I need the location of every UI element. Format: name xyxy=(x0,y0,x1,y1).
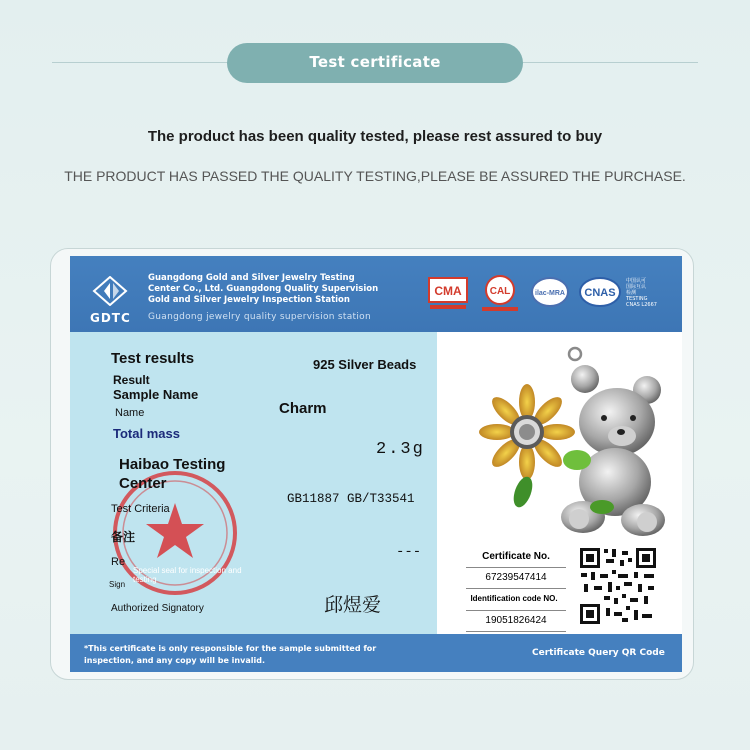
total-mass-label: Total mass xyxy=(113,426,180,441)
remark-cn-label: 备注 xyxy=(111,530,136,544)
gdtc-logo-icon xyxy=(92,276,128,306)
sign-label: Sign xyxy=(109,580,126,589)
banner-rule-left xyxy=(52,62,228,63)
remark-label: Re xyxy=(111,556,126,568)
name-label: Name xyxy=(115,407,145,419)
qr-query-label: Certificate Query QR Code xyxy=(532,648,665,658)
sample-name-label: Sample Name xyxy=(113,387,199,402)
cal-badge-icon xyxy=(478,274,524,314)
cnas-note-line: CNAS L2667 xyxy=(626,302,657,308)
authorized-signatory: Authorized Signatory xyxy=(111,603,204,614)
subline: THE PRODUCT HAS PASSED THE QUALITY TESTING,PLEASE BE ASSURED THE PURCHASE. xyxy=(64,168,686,184)
sample-name-value-2: Charm xyxy=(279,400,327,417)
badge-label: ilac-MRA xyxy=(535,290,565,297)
cnas-note-line: 检测 xyxy=(626,290,637,296)
certificate-number-box xyxy=(466,547,566,631)
signature: 邱煜爱 xyxy=(324,594,382,616)
card-footer xyxy=(70,634,682,672)
badge-label: CNAS xyxy=(584,287,616,299)
badge-label: CMA xyxy=(434,284,462,298)
mass-value: 2.3g xyxy=(376,440,425,459)
logo-text: GDTC xyxy=(90,311,131,325)
cnas-badge-icon xyxy=(578,274,624,314)
test-criteria-label: Test Criteria xyxy=(111,503,170,515)
badge-label: CAL xyxy=(489,286,511,297)
certificate-card xyxy=(70,256,682,672)
banner-title: Test certificate xyxy=(227,43,523,83)
result-label: Result xyxy=(113,373,150,387)
cnas-note-line: TESTING xyxy=(626,296,648,302)
org-line: Center Co., Ltd. Guangdong Quality Supervision xyxy=(148,284,379,294)
certificate-no-value: 67239547414 xyxy=(466,568,566,589)
org-subtitle: Guangdong jewelry quality supervision station xyxy=(148,312,371,322)
qr-code-icon[interactable] xyxy=(578,546,658,626)
criteria-value: GB11887 GB/T33541 xyxy=(287,492,415,506)
org-line: Guangdong Gold and Silver Jewelry Testing xyxy=(148,273,355,283)
certificate-no-label: Certificate No. xyxy=(466,547,566,568)
org-line: Gold and Silver Jewelry Inspection Station xyxy=(148,295,350,305)
cma-badge-icon xyxy=(426,274,472,314)
cnas-note xyxy=(626,278,657,308)
remark-value: --- xyxy=(396,544,422,560)
disclaimer-note: *This certificate is only responsible for the sample submitted for inspection, and any copy will be invalid. xyxy=(84,644,377,665)
card-header xyxy=(70,256,682,332)
seal-label: Special seal for inspection and testing xyxy=(133,566,242,584)
headline: The product has been quality tested, please rest assured to buy xyxy=(147,128,603,145)
org-name xyxy=(148,273,378,306)
identification-code-label: Identification code NO. xyxy=(470,594,558,603)
cnas-note-line: 中国认可 xyxy=(626,278,647,284)
ilac-badge-icon xyxy=(528,274,574,314)
banner-rule-right xyxy=(522,62,698,63)
test-results-label: Test results xyxy=(111,350,195,367)
identification-code-value: 19051826424 xyxy=(466,610,566,632)
sample-name-value: 925 Silver Beads xyxy=(313,357,417,372)
cnas-note-line: 国际互认 xyxy=(626,284,647,290)
testing-center: Haibao Testing Center xyxy=(119,456,226,492)
